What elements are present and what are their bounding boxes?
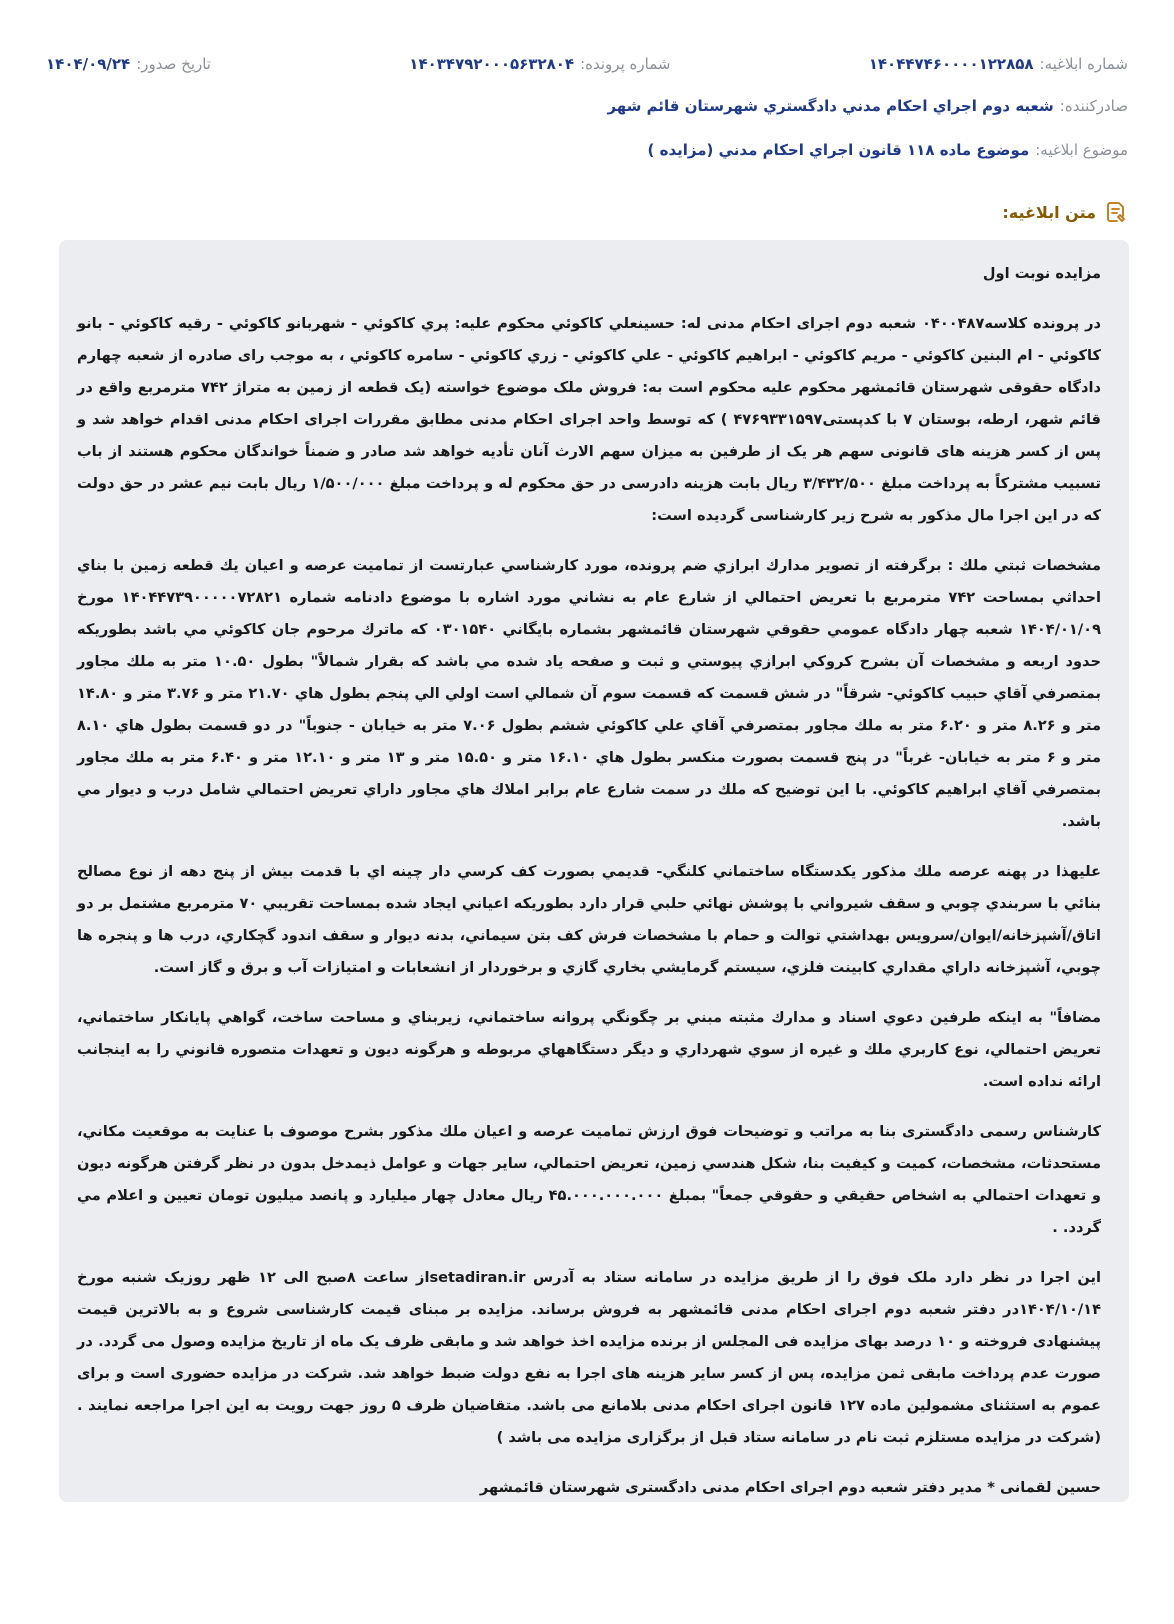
paragraph-documents: مضافاً" به اينكه طرفين دعوي اسناد و مدارك مثبته مبني بر چگونگي پروانه ساختماني، زيربناي و مساحت ساخت، گواهي پايانكار ساختماني، تعريض احتمالي، نوع كاربري ملك و غيره از سوي شهرداري و ديگر دستگاههاي مربوطه و هرگونه ديون و تعهدات متصوره قانوني را به اينجانب ارائه نداده است.	[77, 1009, 1101, 1090]
issuer-label: صادرکننده:	[1059, 97, 1128, 115]
notice-number-value: ۱۴۰۴۴۷۴۶۰۰۰۰۱۲۲۸۵۸	[868, 55, 1034, 73]
subject-value: موضوع ماده ۱۱۸ قانون اجراي احكام مدني (مزايده )	[647, 141, 1030, 159]
case-number-label: شماره پرونده:	[580, 55, 671, 73]
paragraph-registration: مشخصات ثبتي ملك : برگرفته از تصوير مدارك ابرازي ضم پرونده، مورد كارشناسي عبارتست از تماميت عرصه و اعيان يك قطعه زمين با بناي احداثي بمساحت ۷۴۲ مترمربع با تعريض احتمالي از شارع عام به نشاني مورد اشاره با موضوع دادنامه شماره ۱۴۰۴۴۷۳۹۰۰۰۰۰۷۲۸۲۱ مورخ ۱۴۰۴/۰۱/۰۹ شعبه چهار دادگاه عمومي حقوقي شهرستان قائمشهر بشماره بايگاني ۰۳۰۱۵۴۰ كه ماترك مرحوم جان كاكوئي مي باشد بطوريكه حدود اربعه و مشخصات آن بشرح كروكي ابرازي پيوستي و ثبت و صفحه ياد شده مي باشد كه بقرار شمالاً" بطول ۱۰.۵۰ متر به ملك مجاور بمتصرفي آقاي حبيب كاكوئي- شرقاً" در شش قسمت كه قسمت سوم آن شمالي است اولي الي پنجم بطول هاي ۲۱.۷۰ متر و ۳.۷۶ متر و ۱۴.۸۰ متر و ۸.۲۶ متر و ۶.۲۰ متر به ملك مجاور بمتصرفي آقاي علي كاكوئي ششم بطول ۷.۰۶ متر به خيابان - جنوباً" در دو قسمت بطول هاي ۸.۱۰ متر و ۶ متر به خيابان- غرباً" در پنج قسمت بصورت منكسر بطول هاي ۱۶.۱۰ متر و ۱۵.۵۰ متر و ۱۳ متر و ۱۲.۱۰ متر و ۶.۴۰ متر به ملك مجاور بمتصرفي آقاي ابراهيم كاكوئي. با اين توضيح كه ملك در سمت شارع عام برابر املاك هاي مجاور داراي تعريض احتمالي شامل درب و ديوار مي باشد.	[77, 557, 1102, 830]
signature: حسین لقمانی * مدیر دفتر شعبه دوم اجرای احکام مدنی دادگستری شهرستان قائمشهر	[479, 1479, 1101, 1496]
paragraph-building: عليهذا در پهنه عرصه ملك مذكور يكدستگاه ساختماني كلنگي- قديمي بصورت كف كرسي دار چينه اي با قدمت بيش از پنج دهه از نوع مصالح بنائي با سربندي چوبي و سقف شيرواني با پوشش نهائي حلبي قرار دارد بطوريكه اعياني ايجاد شده بمساحت تقريبي ۷۰ مترمربع مشتمل بر دو اتاق/آشپزخانه/ايوان/سرويس بهداشتي توالت و حمام با مشخصات فرش كف بتن سيماني، بدنه ديوار و سقف اندود گچكاري، درب ها و پنجره ها چوبي، آشپزخانه داراي مقداري كابينت فلزي، سيستم گرمايشي بخاري گازي و برخوردار از انشعابات و امتيازات آب و برق و گاز است.	[77, 863, 1101, 976]
paragraph-case: در پرونده کلاسه۰۴۰۰۴۸۷ شعبه دوم اجرای احکام مدنی له: حسينعلي كاكوئي محكوم عليه: پري كاكوئي - شهربانو كاكوئي - رقيه كاكوئي - بانو كاكوئي - ام البنين كاكوئي - مريم كاكوئي - ابراهيم كاكوئي - علي كاكوئي - زري كاكوئي - سامره كاكوئي ، به موجب رای صادره از شعبه چهارم دادگاه حقوقی شهرستان قائمشهر محکوم علیه محکوم است به: فروش ملک موضوع خواسته (یک قطعه از زمین به متراژ ۷۴۲ مترمربع واقع در قائم شهر، ارطه، بوستان ۷ با کدپستی۴۷۶۹۳۳۱۵۹۷ ) که توسط واحد اجرای احکام مدنی مطابق مقررات اجرای احکام مدنی اقدام خواهد شد و پس از کسر هزینه های قانونی سهم هر یک از طرفین به میزان سهم الارث آنان تأدیه خواهد شد صادر و ضمناً خواندگان محکوم هستند از باب تسبیب مشترکاً به پرداخت مبلغ ۳/۴۳۲/۵۰۰ ریال بابت هزینه دادرسی در حق محکوم له و پرداخت مبلغ ۱/۵۰۰/۰۰۰ ریال بابت نیم عشر در حق دولت که در این اجرا مال مذكور به شرح زير كارشناسی گرديده است:	[77, 315, 1101, 524]
subject-row	[46, 141, 1128, 159]
issue-date-label: تاريخ صدور:	[136, 55, 211, 73]
notice-number	[869, 55, 1128, 73]
paragraph-auction-terms: این اجرا در نظر دارد ملک فوق را از طریق مزایده در سامانه ستاد به آدرس setadiran.irاز ساعت ۸صبح الی ۱۲ ظهر روزیک شنبه مورخ ۱۴۰۴/۱۰/۱۴در دفتر شعبه دوم اجرای احکام مدنی قائمشهر به فروش برساند. مزایده بر مبنای قیمت کارشناسی شروع و به بالاترین قیمت پیشنهادی فروخته و ۱۰ درصد بهای مزایده فی المجلس از برنده مزایده اخذ خواهد شد و مابقی ظرف یک ماه از تاریخ مزایده وصول می گردد. در صورت عدم پرداخت مابقی ثمن مزایده، پس از کسر سایر هزینه های اجرا به نفع دولت ضبط خواهد شد. شرکت در مزایده حضوری است و برای عموم به استثنای مشمولین ماده ۱۲۷ قانون اجرای احکام مدنی بلامانع می باشد. متقاضیان ظرف ۵ روز جهت رویت به این اجرا مراجعه نمایند . (شرکت در مزایده مستلزم ثبت نام در سامانه ستاد قبل از برگزاری مزایده می باشد )	[77, 1269, 1102, 1446]
issue-date-value: ۱۴۰۴/۰۹/۲۴	[46, 55, 131, 73]
meta-row-numbers	[46, 55, 1128, 73]
issuer-value: شعبه دوم اجراي احكام مدني دادگستري شهرستان قائم شهر	[607, 97, 1054, 115]
subject-label: موضوع ابلاغيه:	[1035, 141, 1128, 159]
notice-content	[59, 240, 1129, 1502]
case-number	[409, 55, 670, 73]
issuer-row	[46, 97, 1128, 115]
auction-heading: مزايده نوبت اول	[982, 265, 1101, 282]
section-title	[1002, 200, 1128, 224]
paragraph-valuation: كارشناس رسمی دادگستری بنا به مراتب و توضيحات فوق ارزش تماميت عرصه و اعيان ملك مذكور بشرح موصوف با عنايت به موقعيت مكاني، مستحدثات، مشخصات، كميت و كيفيت بنا، شكل هندسي زمين، تعريض احتمالي، ساير جهات و عوامل ذيمدخل بدون در نظر گرفتن هرگونه ديون و تعهدات احتمالي به اشخاص حقيقي و حقوقي جمعاً" بمبلغ ۴۵.۰۰۰.۰۰۰.۰۰۰ ريال معادل چهار ميليارد و پانصد ميليون تومان تعيين و اعلام مي گردد. .	[77, 1123, 1101, 1236]
document-icon	[1104, 200, 1128, 224]
case-number-value: ۱۴۰۳۴۷۹۲۰۰۰۵۶۳۲۸۰۴	[409, 55, 575, 73]
notice-number-label: شماره ابلاغيه:	[1039, 55, 1128, 73]
issue-date	[46, 55, 211, 73]
section-title-text: متن ابلاغيه:	[1002, 202, 1096, 222]
